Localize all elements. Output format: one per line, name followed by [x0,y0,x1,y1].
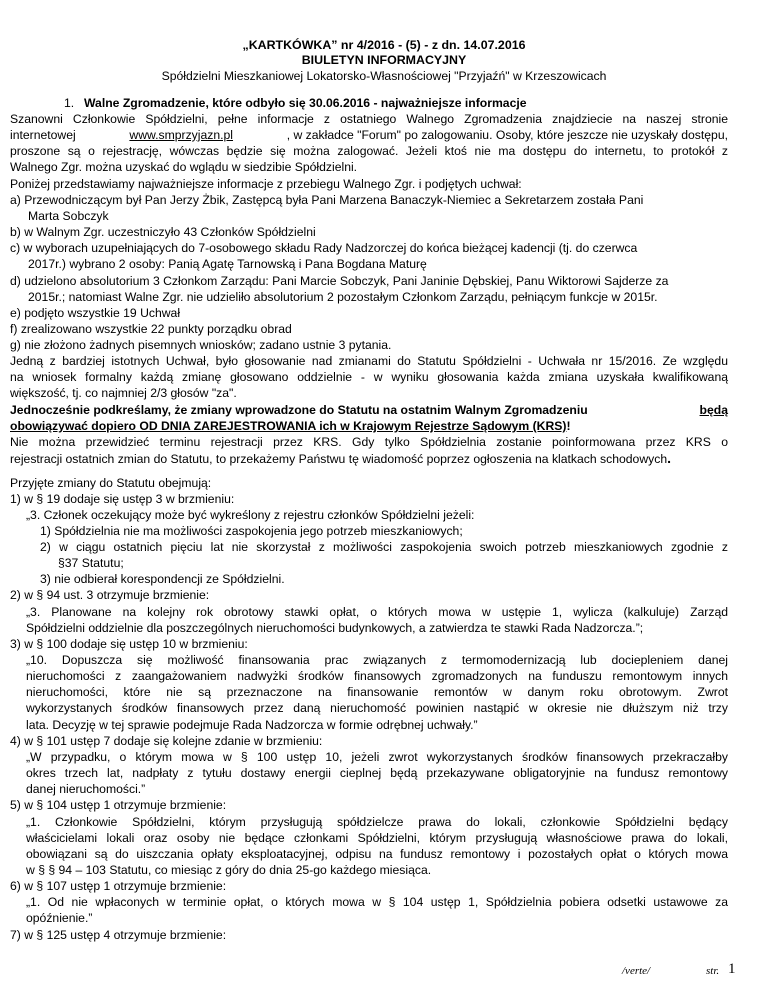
bulletin-title: „KARTKÓWKA” nr 4/2016 - (5) - z dn. 14.07.2016 [242,38,526,52]
paragraph-line: na wniosek formalny każdą zmianę głosowano oddzielnie - w wyniku głosowania każda zmiana uzyskała kwalifikowaną [10,370,728,384]
paragraph-line [10,451,671,467]
change-quote: w § § 94 – 103 Statutu, co miesiąc z góry do dnia 25-go każdego miesiąca. [26,863,432,877]
list-item: d) udzielono absolutorium 3 Członkom Zarządu: Pani Marcie Sobczyk, Pani Janinie Dębskiej, Panu Wiktorowi Sajderze za [10,274,669,288]
list-item-continuation: Marta Sobczyk [28,209,109,223]
list-item-continuation: 2015r.; natomiast Walne Zgr. nie udzieliło absolutorium 2 pozostałym Członkom Zarządu, pełniącym funkcje w 2015r. [28,290,658,304]
list-item: c) w wyborach uzupełniających do 7-osobowego składu Rady Nadzorczej do końca bieżącej kadencji (tj. do czerwca [10,241,638,255]
change-quote: właścicielami lokali oraz osoby nie będące członkami Spółdzielni, którym przysługują własnościowe prawa do lokali, [26,831,728,845]
important-notice-line [10,419,571,434]
list-item: e) podjęto wszystkie 19 Uchwał [10,306,181,320]
change-subitem: 2) w ciągu ostatnich pięciu lat nie skorzystał z możliwości zaspokojenia swoich potrzeb mieszkaniowych zgodnie z [40,540,728,554]
section-number: 1. [64,96,75,110]
changes-intro: Przyjęte zmiany do Statutu obejmują: [10,476,212,490]
change-quote: opóźnienie.” [26,911,93,925]
change-heading: 1) w § 19 dodaje się ustęp 3 w brzmieniu: [10,492,235,506]
paragraph-line: Nie można przewidzieć terminu rejestracji przez KRS. Gdy tylko Spółdzielnia zostanie poinformowana przez KRS o [10,435,728,449]
change-subitem-continuation: §37 Statutu; [58,556,124,570]
change-heading: 7) w § 125 ustęp 4 otrzymuje brzmienie: [10,928,227,942]
paragraph-line-with-link [10,128,728,143]
list-item: a) Przewodniczącym był Pan Jerzy Żbik, Zastępcą była Pani Marzena Banaczyk-Niemiec a Sekretarzem została Pani [10,193,644,207]
change-subitem: 3) nie odbierał korespondencji ze Spółdzielni. [40,572,285,586]
paragraph-line: Szanowni Członkowie Spółdzielni, pełne informacje z ostatniego Walnego Zgromadzenia znajdziecie na naszej stronie [10,112,728,126]
change-quote: „3. Członek oczekujący może być wykreślony z rejestru członków Spółdzielni jeżeli: [26,508,475,522]
change-heading: 2) w § 94 ust. 3 otrzymuje brzmienie: [10,588,210,602]
change-quote: obowiązani są do uiszczania opłaty eksploatacyjnej, odpisu na fundusz remontowy i pozostałych opłat o których mowa [26,847,728,861]
list-item: f) zrealizowano wszystkie 22 punkty porządku obrad [10,322,292,336]
paragraph-line: Jedną z bardziej istotnych Uchwał, było głosowanie nad zmianami do Statutu Spółdzielni - Uchwała nr 15/2016. Ze względu [10,354,728,368]
change-quote: nieruchomości, które nie są przeznaczone na finansowanie remontów w danym roku obrotowym. Zwrot [26,685,728,699]
notice-text: Jednocześnie podkreślamy, że zmiany wprowadzone do Statutu na ostatnim Walnym Zgromadzeniu [10,403,588,417]
bulletin-subtitle: BIULETYN INFORMACYJNY [301,53,467,67]
change-quote: „1. Od nie wpłaconych w terminie opłat, o których mowa w § 104 ustęp 1, Spółdzielnia pobiera odsetki ustawowe za [26,895,728,909]
change-heading: 4) w § 101 ustęp 7 dodaje się kolejne zdanie w brzmieniu: [10,734,323,748]
change-quote: „3. Planowane na kolejny rok obrotowy stawki opłat, o których mowa w ustępie 1, wylicza (kalkuluje) Zarząd [26,605,728,619]
paragraph-line: większość, tj. co najmniej 2/3 głosów "za". [10,386,237,400]
organization-name: Spółdzielni Mieszkaniowej Lokatorsko-Własnościowej "Przyjaźń" w Krzeszowicach [161,69,607,83]
list-item: g) nie złożono żadnych pisemnych wniosków; zadano ustnie 3 pytania. [10,338,392,352]
paragraph-line: Poniżej przedstawiamy najważniejsze informacje z przebiegu Walnego Zgr. i podjętych uchwał: [10,177,522,191]
list-item: b) w Walnym Zgr. uczestniczyło 43 Członków Spółdzielni [10,225,316,239]
change-quote: okres trzech lat, nadpłaty z tytułu dostawy energii cieplnej będą przekazywane obligatoryjnie na fundusz remontowy [26,766,728,780]
notice-emphasis: obowiązywać dopiero OD DNIA ZAREJESTROWANIA ich w Krajowym Rejestrze Sądowym (KRS) [10,419,567,433]
notice-exclamation: ! [566,419,571,433]
paragraph-text: , w zakładce "Forum" po zalogowaniu. Osoby, które jeszcze nie uzyskały dostępu, [286,128,728,142]
paragraph-period: . [667,450,671,466]
important-notice [10,403,728,418]
section-heading: Walne Zgromadzenie, które odbyło się 30.06.2016 - najważniejsze informacje [84,96,527,110]
website-link[interactable]: www.smprzyjazn.pl [129,128,234,142]
paragraph-line: Walnego Zgr. można uzyskać do wglądu w siedzibie Spółdzielni. [10,160,358,174]
change-quote: danej nieruchomości.” [26,782,146,796]
change-heading: 5) w § 104 ustęp 1 otrzymuje brzmienie: [10,798,227,812]
change-quote: „W przypadku, o którym mowa w § 100 ustęp 10, jeżeli zwrot wykorzystanych środków finansowych przekraczałby [26,750,728,764]
verte-note: /verte/ [622,965,651,977]
change-quote: Spółdzielni oddzielnie dla poszczególnych nieruchomości budynkowych, a zatwierdza te stawki Rada Nadzorcza.”; [26,621,644,635]
page-label: str. [706,965,720,977]
change-heading: 3) w § 100 dodaje się ustęp 10 w brzmieniu: [10,637,248,651]
list-item-continuation: 2017r.) wybrano 2 osoby: Panią Agatę Tarnowską i Pana Bogdana Maturę [28,257,427,271]
paragraph-text: internetowej [10,128,76,142]
change-quote: „10. Dopuszcza się możliwość finansowania prac związanych z termomodernizacją lub dociepleniem danej [26,653,728,667]
change-quote: nieruchomości z zaangażowaniem nadwyżki środków finansowych zgromadzonych na funduszu remontowym innych [26,669,728,683]
page-number: 1 [728,961,736,977]
change-quote: wykorzystanych środków finansowych przez daną nieruchomość powinien nastąpić w okresie nie dłuższym niż trzy [26,701,728,715]
notice-emphasis: będą [699,403,728,417]
change-quote: „1. Członkowie Spółdzielni, którym przysługują spółdzielcze prawa do lokali, członkowie Spółdzielni będący [26,815,728,829]
change-subitem: 1) Spółdzielnia nie ma możliwości zaspokojenia jego potrzeb mieszkaniowych; [40,524,463,538]
paragraph-text: rejestracji ostatnich zmian do Statutu, to przekażemy Państwu tę wiadomość poprzez ogłoszenia na klatkach schodowych [10,452,668,466]
change-quote: lata. Decyzję w tej sprawie podejmuje Rada Nadzorcza w formie odrębnej uchwały.” [26,718,478,732]
paragraph-line: proszone są o rejestrację, wówczas będzie się można zalogować. Jeżeli ktoś nie ma dostępu do internetu, to protokół z [10,144,728,158]
change-heading: 6) w § 107 ustęp 1 otrzymuje brzmienie: [10,879,227,893]
